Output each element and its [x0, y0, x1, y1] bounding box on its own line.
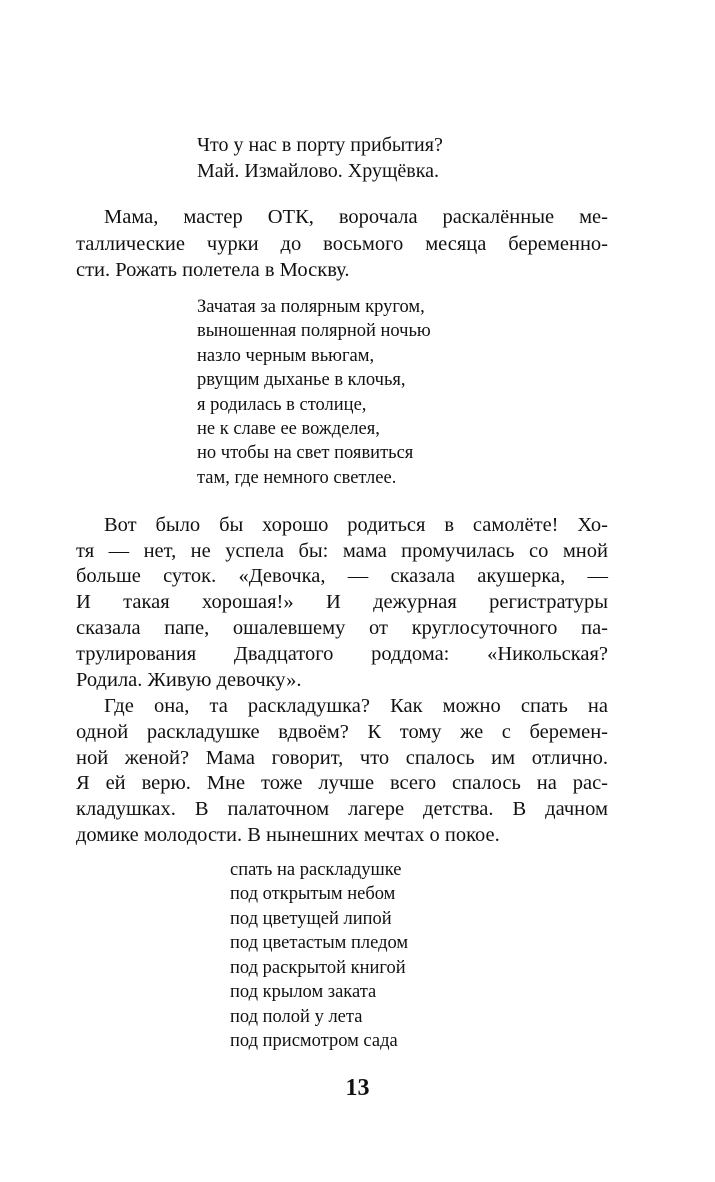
poem-line: под цветастым пледом — [230, 933, 409, 953]
poem-line: я родилась в столице, — [197, 395, 367, 415]
paragraph-line: Родила. Живую девочку». — [76, 669, 302, 691]
paragraph-line: таллические чурки до восьмого месяца беременно- — [76, 233, 608, 255]
paragraph-line: тя — нет, не успела бы: мама промучилась со мной — [76, 540, 608, 562]
poem-line: спать на раскладушке — [230, 860, 402, 880]
poem-line: под раскрытой книгой — [230, 958, 406, 978]
paragraph-line: Вот было бы хорошо родиться в самолёте! Хо- — [104, 514, 608, 536]
paragraph-line: одной раскладушке вдвоём? К тому же с беремен- — [76, 721, 608, 743]
poem-line: под полой у лета — [230, 1007, 363, 1027]
poem-line: под крылом заката — [230, 982, 377, 1002]
paragraph-line: ной женой? Мама говорит, что спалось им отлично. — [76, 747, 608, 769]
paragraph-line: домике молодости. В нынешних мечтах о покое. — [76, 824, 500, 846]
poem-line: Зачатая за полярным кругом, — [197, 297, 425, 317]
poem-line: там, где немного светлее. — [197, 468, 397, 488]
poem-line: выношенная полярной ночью — [197, 321, 431, 341]
poem-line: но чтобы на свет появиться — [197, 443, 414, 463]
poem-line: назло черным вьюгам, — [197, 346, 375, 366]
paragraph-line: больше суток. «Девочка, — сказала акушерка, — — [76, 565, 608, 587]
poem-line: не к славе ее вожделея, — [197, 419, 380, 439]
page-number: 13 — [345, 1075, 370, 1101]
paragraph-line: трулирования Двадцатого роддома: «Никольская? — [76, 643, 608, 665]
paragraph-line: Мама, мастер ОТК, ворочала раскалённые ме- — [104, 206, 608, 228]
paragraph-line: сти. Рожать полетела в Москву. — [76, 259, 350, 281]
paragraph-line: сказала папе, ошалевшему от круглосуточного па- — [76, 617, 608, 639]
paragraph-line: И такая хорошая!» И дежурная регистратуры — [76, 591, 608, 613]
paragraph-line: Я ей верю. Мне тоже лучше всего спалось на рас- — [76, 772, 608, 794]
poem-line: рвущим дыханье в клочья, — [197, 370, 406, 390]
poem-line: под открытым небом — [230, 884, 396, 904]
paragraph-line: Где она, та раскладушка? Как можно спать на — [104, 695, 608, 717]
poem-line: под присмотром сада — [230, 1031, 398, 1051]
paragraph-line: кладушках. В палаточном лагере детства. В дачном — [76, 798, 608, 820]
epigraph-line: Что у нас в порту прибытия? — [197, 134, 443, 156]
poem-line: под цветущей липой — [230, 909, 392, 929]
epigraph-line: Май. Измайлово. Хрущёвка. — [197, 160, 440, 182]
